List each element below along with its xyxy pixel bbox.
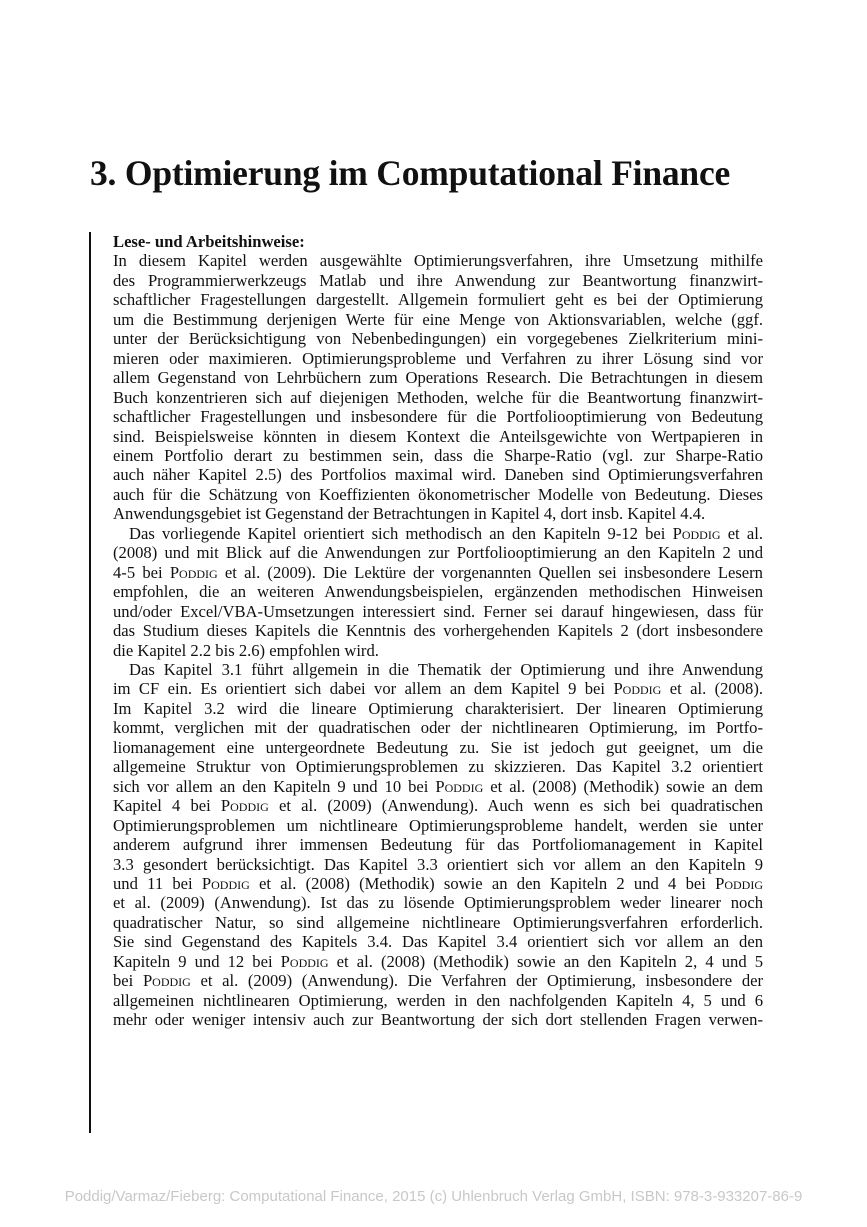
author-name: Poddig xyxy=(613,679,662,699)
author-name: Poddig xyxy=(169,562,218,582)
author-name: Poddig xyxy=(220,796,269,816)
author-name: Poddig xyxy=(142,971,191,991)
text-line: die Kapitel 2.2 bis 2.6) empfohlen wird. xyxy=(113,640,379,660)
text-line: Kapitel 4 bei Poddig et al. (2009) (Anwendung). Auch wenn es sich bei quadratischen xyxy=(113,796,763,816)
text-line: sind. Beispielsweise könnten in diesem Kontext die Anteilsgewichte von Wertpapieren in xyxy=(113,426,763,446)
text-line: anderem aufgrund ihrer immensen Bedeutung für das Portfoliomanagement in Kapitel xyxy=(113,835,763,855)
text-line: Im Kapitel 3.2 wird die lineare Optimierung charakterisiert. Der linearen Optimierung xyxy=(113,698,763,718)
author-name: Poddig xyxy=(201,873,250,893)
text-line: sich vor allem an den Kapiteln 9 und 10 bei Poddig et al. (2008) (Methodik) sowie an dem xyxy=(113,776,763,796)
text-line: des Programmierwerkzeugs Matlab und ihre Anwendung zur Beantwortung finanzwirt- xyxy=(113,270,763,290)
text-line: einem Portfolio derart zu bestimmen sein, dass die Sharpe-Ratio (vgl. zur Sharpe-Ratio xyxy=(113,445,763,465)
text-line: 4-5 bei Poddig et al. (2009). Die Lektüre der vorgenannten Quellen sei insbesondere Lesern xyxy=(113,562,763,582)
text-line: auch näher Kapitel 2.5) des Portfolios maximal wird. Daneben sind Optimierungsverfahren xyxy=(113,465,763,485)
reading-notes-heading: Lese- und Arbeitshinweise: xyxy=(113,232,305,251)
text-line: allem Gegenstand von Lehrbüchern zum Operations Research. Die Betrachtungen in diesem xyxy=(113,368,763,388)
text-line: liomanagement eine untergeordnete Bedeutung zu. Sie ist jedoch gut geeignet, um die xyxy=(113,737,763,757)
text-line: empfohlen, die an weiteren Anwendungsbeispielen, ergänzenden methodischen Hinweisen xyxy=(113,582,763,602)
paragraph xyxy=(113,251,763,523)
text-line: bei Poddig et al. (2009) (Anwendung). Die Verfahren der Optimierung, insbesondere der xyxy=(113,971,764,991)
text-line: quadratischer Natur, so sind allgemeine nichtlineare Optimierungsverfahren erforderlich. xyxy=(113,912,763,932)
author-name: Poddig xyxy=(672,523,721,543)
text-line: Buch konzentrieren sich auf diejenigen Methoden, welche für die Beantwortung finanzwirt- xyxy=(113,387,763,407)
text-line: auch für die Schätzung von Koeffizienten ökonometrischer Modelle von Bedeutung. Dieses xyxy=(113,484,763,504)
text-line: und/oder Excel/VBA-Umsetzungen interessiert sind. Ferner sei darauf hingewiesen, dass für xyxy=(113,601,763,621)
text-line: allgemeinen nichtlinearen Optimierung, werden in den nachfolgenden Kapiteln 4, 5 und 6 xyxy=(113,990,763,1010)
text-line: Das vorliegende Kapitel orientiert sich methodisch an den Kapiteln 9-12 bei Poddig et al. xyxy=(129,523,763,543)
text-line: schaftlicher Fragestellungen und insbesondere für die Portfoliooptimierung von Bedeutung xyxy=(113,407,763,427)
text-line: Kapiteln 9 und 12 bei Poddig et al. (2008) (Methodik) sowie an den Kapiteln 2, 4 und 5 xyxy=(113,951,764,971)
text-line: um die Bestimmung derjenigen Werte für eine Menge von Aktionsvariablen, welche (ggf. xyxy=(113,309,763,329)
text-line: und 11 bei Poddig et al. (2008) (Methodik) sowie an den Kapiteln 2 und 4 bei Poddig xyxy=(113,873,764,893)
reading-notes-box xyxy=(113,232,763,1030)
author-name: Poddig xyxy=(715,873,764,893)
text-line: im CF ein. Es orientiert sich dabei vor allem an dem Kapitel 9 bei Poddig et al. (2008). xyxy=(113,679,763,699)
text-line: Anwendungsgebiet ist Gegenstand der Betrachtungen in Kapitel 4, dort insb. Kapitel 4.4. xyxy=(113,504,706,524)
reading-notes-body xyxy=(113,251,763,1029)
copyright-footer: Poddig/Varmaz/Fieberg: Computational Finance, 2015 (c) Uhlenbruch Verlag GmbH, ISBN: 978-3-933207-86-9 xyxy=(64,1188,803,1205)
text-line: In diesem Kapitel werden ausgewählte Optimierungsverfahren, ihre Umsetzung mithilfe xyxy=(113,251,763,271)
text-line: 3.3 gesondert berücksichtigt. Das Kapitel 3.3 orientiert sich vor allem an den Kapiteln 9 xyxy=(113,854,763,874)
text-line: mieren oder maximieren. Optimierungsprobleme und Verfahren zu ihrer Lösung sind vor xyxy=(113,348,763,368)
text-line: allgemeine Struktur von Optimierungsproblemen zu skizzieren. Das Kapitel 3.2 orientiert xyxy=(113,757,763,777)
reading-notes-bar xyxy=(89,232,91,1133)
text-line: Optimierungsproblemen um nichtlineare Optimierungsprobleme handelt, werden sie unter xyxy=(113,815,763,835)
text-line: schaftlicher Fragestellungen dargestellt. Allgemein formuliert geht es bei der Optimierung xyxy=(113,290,763,310)
paragraph xyxy=(113,524,763,660)
chapter-title: 3. Optimierung im Computational Finance xyxy=(90,153,731,193)
text-line: das Studium dieses Kapitels die Kenntnis des vorhergehenden Kapitels 2 (dort insbesondere xyxy=(113,621,763,641)
text-line: kommt, verglichen mit der quadratischen oder der nichtlinearen Optimierung, im Portfo- xyxy=(113,718,763,738)
author-name: Poddig xyxy=(280,951,329,971)
text-line: mehr oder weniger intensiv auch zur Beantwortung der sich dort stellenden Fragen verwen- xyxy=(113,1010,763,1030)
author-name: Poddig xyxy=(435,776,484,796)
paragraph xyxy=(113,660,763,1030)
text-line: Sie sind Gegenstand des Kapitels 3.4. Das Kapitel 3.4 orientiert sich vor allem an den xyxy=(113,932,763,952)
text-line: (2008) und mit Blick auf die Anwendungen zur Portfoliooptimierung an den Kapiteln 2 und xyxy=(113,543,763,563)
text-line: unter der Berücksichtigung von Nebenbedingungen) ein vorgegebenes Zielkriterium mini- xyxy=(113,329,763,349)
text-line: et al. (2009) (Anwendung). Ist das zu lösende Optimierungsproblem weder linearer noch xyxy=(113,893,763,913)
text-line: Das Kapitel 3.1 führt allgemein in die Thematik der Optimierung und ihre Anwendung xyxy=(129,659,763,679)
